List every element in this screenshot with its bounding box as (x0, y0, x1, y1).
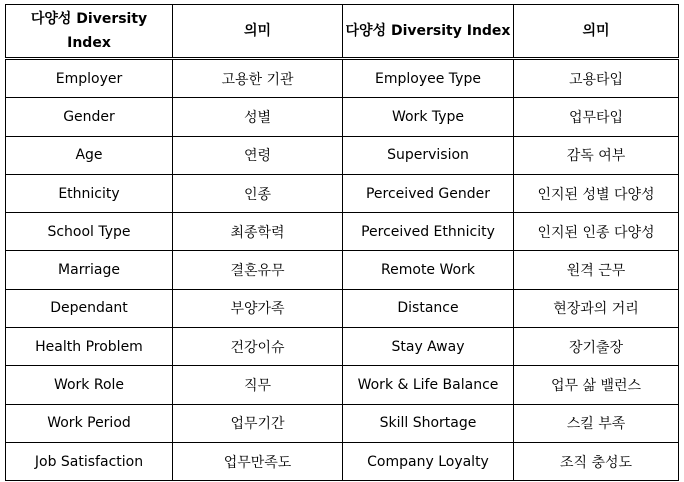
table-row (6, 404, 679, 442)
header-diversity-index-left: 다양성 Diversity Index (6, 5, 173, 59)
meaning-cell: 고용타입 (514, 59, 679, 98)
index-cell: School Type (6, 213, 173, 251)
index-cell: Marriage (6, 251, 173, 289)
index-cell: Work & Life Balance (343, 366, 514, 404)
index-cell: Perceived Gender (343, 174, 514, 212)
meaning-cell: 원격 근무 (514, 251, 679, 289)
meaning-cell: 연령 (173, 136, 343, 174)
table-row (6, 174, 679, 212)
header-meaning-right: 의미 (514, 5, 679, 59)
table-row (6, 442, 679, 480)
index-cell: Distance (343, 289, 514, 327)
index-cell: Gender (6, 98, 173, 136)
header-meaning-left: 의미 (173, 5, 343, 59)
index-cell: Employer (6, 59, 173, 98)
meaning-cell: 인지된 인종 다양성 (514, 213, 679, 251)
index-cell: Job Satisfaction (6, 442, 173, 480)
meaning-cell: 감독 여부 (514, 136, 679, 174)
meaning-cell: 최종학력 (173, 213, 343, 251)
table-row (6, 136, 679, 174)
table-row (6, 289, 679, 327)
diversity-index-table (5, 4, 679, 481)
meaning-cell: 직무 (173, 366, 343, 404)
meaning-cell: 인종 (173, 174, 343, 212)
index-cell: Age (6, 136, 173, 174)
index-cell: Work Period (6, 404, 173, 442)
meaning-cell: 고용한 기관 (173, 59, 343, 98)
index-cell: Ethnicity (6, 174, 173, 212)
meaning-cell: 업무기간 (173, 404, 343, 442)
index-cell: Work Role (6, 366, 173, 404)
meaning-cell: 결혼유무 (173, 251, 343, 289)
meaning-cell: 현장과의 거리 (514, 289, 679, 327)
index-cell: Health Problem (6, 328, 173, 366)
meaning-cell: 성별 (173, 98, 343, 136)
meaning-cell: 업무 삶 밸런스 (514, 366, 679, 404)
index-cell: Skill Shortage (343, 404, 514, 442)
index-cell: Work Type (343, 98, 514, 136)
index-cell: Employee Type (343, 59, 514, 98)
table-row (6, 251, 679, 289)
meaning-cell: 조직 충성도 (514, 442, 679, 480)
meaning-cell: 인지된 성별 다양성 (514, 174, 679, 212)
meaning-cell: 장기출장 (514, 328, 679, 366)
index-cell: Company Loyalty (343, 442, 514, 480)
table-row (6, 213, 679, 251)
meaning-cell: 부양가족 (173, 289, 343, 327)
index-cell: Supervision (343, 136, 514, 174)
meaning-cell: 스킬 부족 (514, 404, 679, 442)
index-cell: Perceived Ethnicity (343, 213, 514, 251)
table-row (6, 98, 679, 136)
header-diversity-index-right: 다양성 Diversity Index (343, 5, 514, 59)
index-cell: Stay Away (343, 328, 514, 366)
header-row (6, 5, 679, 59)
meaning-cell: 업무타입 (514, 98, 679, 136)
table-row (6, 366, 679, 404)
index-cell: Remote Work (343, 251, 514, 289)
table-row (6, 328, 679, 366)
meaning-cell: 건강이슈 (173, 328, 343, 366)
meaning-cell: 업무만족도 (173, 442, 343, 480)
table-row (6, 59, 679, 98)
index-cell: Dependant (6, 289, 173, 327)
